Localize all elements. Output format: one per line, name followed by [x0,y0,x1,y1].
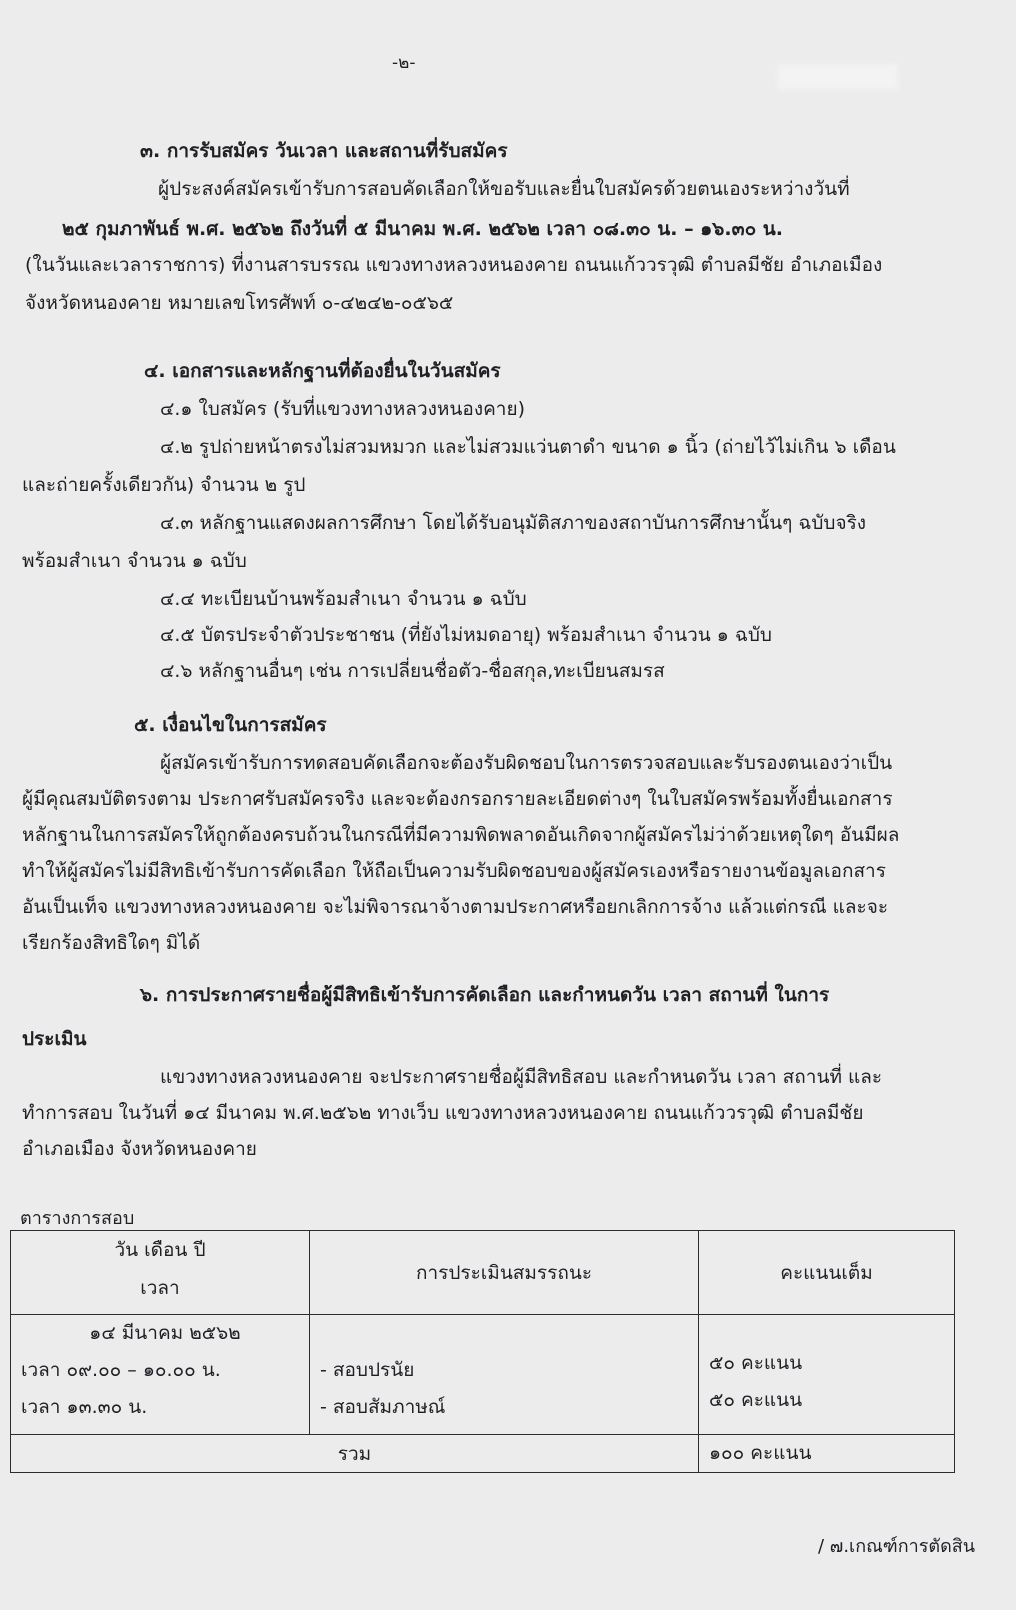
section-3-line: ผู้ประสงค์สมัครเข้ารับการสอบคัดเลือกให้ขอรับและยื่นใบสมัครด้วยตนเองระหว่างวันที่ [158,178,850,200]
section-6-heading-cont: ประเมิน [22,1028,87,1050]
section-3-line: (ในวันและเวลาราชการ) ที่งานสารบรรณ แขวงทางหลวงหนองคาย ถนนแก้ววรวุฒิ ตำบลมีชัย อำเภอเมือง [25,254,883,276]
section-6-line: แขวงทางหลวงหนองคาย จะประกาศรายชื่อผู้มีสิทธิสอบ และกำหนดวัน เวลา สถานที่ และ [160,1066,883,1088]
section-4-item: ๔.๖ หลักฐานอื่นๆ เช่น การเปลี่ยนชื่อตัว-ชื่อสกุล,ทะเบียนสมรส [160,660,665,682]
exam-time-2: เวลา ๑๓.๓๐ น. [21,1396,148,1418]
header-date-line2: เวลา [140,1277,180,1299]
faded-stamp [778,64,898,90]
score-item-2: ๕๐ คะแนน [709,1389,803,1411]
total-score-cell [699,1435,955,1473]
section-5-line: ผู้มีคุณสมบัติตรงตาม ประกาศรับสมัครจริง และจะต้องกรอกรายละเอียดต่างๆ ในใบสมัครพร้อมทั้งยื่นเอกสาร [22,788,893,810]
assessment-cell [310,1315,699,1435]
header-assessment-cell [310,1231,699,1315]
table-total-row [11,1435,955,1473]
section-5-line: อันเป็นเท็จ แขวงทางหลวงหนองคาย จะไม่พิจารณาจ้างตามประกาศหรือยกเลิกการจ้าง แล้วแต่กรณี และจะ [22,896,889,918]
section-6-heading: ๖. การประกาศรายชื่อผู้มีสิทธิเข้ารับการคัดเลือก และกำหนดวัน เวลา สถานที่ ในการ [140,984,830,1006]
exam-time-1: เวลา ๐๙.๐๐ – ๑๐.๐๐ น. [21,1359,221,1381]
exam-schedule-table [10,1230,955,1473]
section-5-heading: ๕. เงื่อนไขในการสมัคร [134,714,327,736]
header-date-cell [11,1231,310,1315]
date-time-cell [11,1315,310,1435]
section-4-item: ๔.๕ บัตรประจำตัวประชาชน (ที่ยังไม่หมดอายุ) พร้อมสำเนา จำนวน ๑ ฉบับ [160,624,772,646]
page-number: -๒- [392,53,416,73]
section-3-heading: ๓. การรับสมัคร วันเวลา และสถานที่รับสมัคร [140,140,508,162]
section-4-item: และถ่ายครั้งเดียวกัน) จำนวน ๒ รูป [22,474,306,496]
score-cell [699,1315,955,1435]
total-label-cell [11,1435,699,1473]
section-4-item: ๔.๑ ใบสมัคร (รับที่แขวงทางหลวงหนองคาย) [160,398,526,420]
header-assessment: การประเมินสมรรถนะ [415,1261,593,1284]
section-5-line: หลักฐานในการสมัครให้ถูกต้องครบถ้วนในกรณีที่มีความพิดพลาดอันเกิดจากผู้สมัครไม่ว่าด้วยเหตุใดๆ อันมีผล [22,824,900,846]
section-6-line: ทำการสอบ ในวันที่ ๑๔ มีนาคม พ.ศ.๒๕๖๒ ทางเว็บ แขวงทางหลวงหนองคาย ถนนแก้ววรวุฒิ ตำบลมีชัย [22,1102,864,1124]
section-5-line: ทำให้ผู้สมัครไม่มีสิทธิเข้ารับการคัดเลือก ให้ถือเป็นความรับผิดชอบของผู้สมัครเองหรือรายงานข้อมูลเอกสาร [22,860,886,882]
section-4-item: ๔.๓ หลักฐานแสดงผลการศึกษา โดยได้รับอนุมัติสภาของสถาบันการศึกษานั้นๆ ฉบับจริง [160,512,867,534]
header-score: คะแนนเต็ม [780,1261,873,1284]
section-3-line: ๒๕ กุมภาพันธ์ พ.ศ. ๒๕๖๒ ถึงวันที่ ๕ มีนาคม พ.ศ. ๒๕๖๒ เวลา ๐๘.๓๐ น. – ๑๖.๓๐ น. [62,218,783,240]
section-4-item: ๔.๒ รูปถ่ายหน้าตรงไม่สวมหมวก และไม่สวมแว่นตาดำ ขนาด ๑ นิ้ว (ถ่ายไว้ไม่เกิน ๖ เดือน [160,436,896,458]
score-item-1: ๕๐ คะแนน [709,1352,803,1374]
section-3-line: จังหวัดหนองคาย หมายเลขโทรศัพท์ ๐-๔๒๔๒-๐๕๖๕ [25,292,454,314]
footer-next-section: / ๗.เกณฑ์การตัดสิน [818,1536,976,1557]
section-6-line: อำเภอเมือง จังหวัดหนองคาย [22,1138,257,1160]
assessment-item-1: - สอบปรนัย [320,1359,415,1381]
section-5-line: ผู้สมัครเข้ารับการทดสอบคัดเลือกจะต้องรับผิดชอบในการตรวจสอบและรับรองตนเองว่าเป็น [160,752,893,774]
table-row [11,1315,955,1435]
table-header-row [11,1231,955,1315]
total-label: รวม [337,1442,372,1465]
assessment-item-2: - สอบสัมภาษณ์ [320,1396,446,1418]
section-5-line: เรียกร้องสิทธิใดๆ มิได้ [22,932,201,954]
section-4-item: พร้อมสำเนา จำนวน ๑ ฉบับ [22,550,247,572]
header-score-cell [699,1231,955,1315]
section-4-heading: ๔. เอกสารและหลักฐานที่ต้องยื่นในวันสมัคร [144,360,501,382]
section-4-item: ๔.๔ ทะเบียนบ้านพร้อมสำเนา จำนวน ๑ ฉบับ [160,588,527,610]
total-score: ๑๐๐ คะแนน [709,1442,812,1464]
exam-date: ๑๔ มีนาคม ๒๕๖๒ [89,1322,241,1344]
table-caption: ตารางการสอบ [20,1208,135,1229]
header-date-line1: วัน เดือน ปี [114,1239,206,1261]
